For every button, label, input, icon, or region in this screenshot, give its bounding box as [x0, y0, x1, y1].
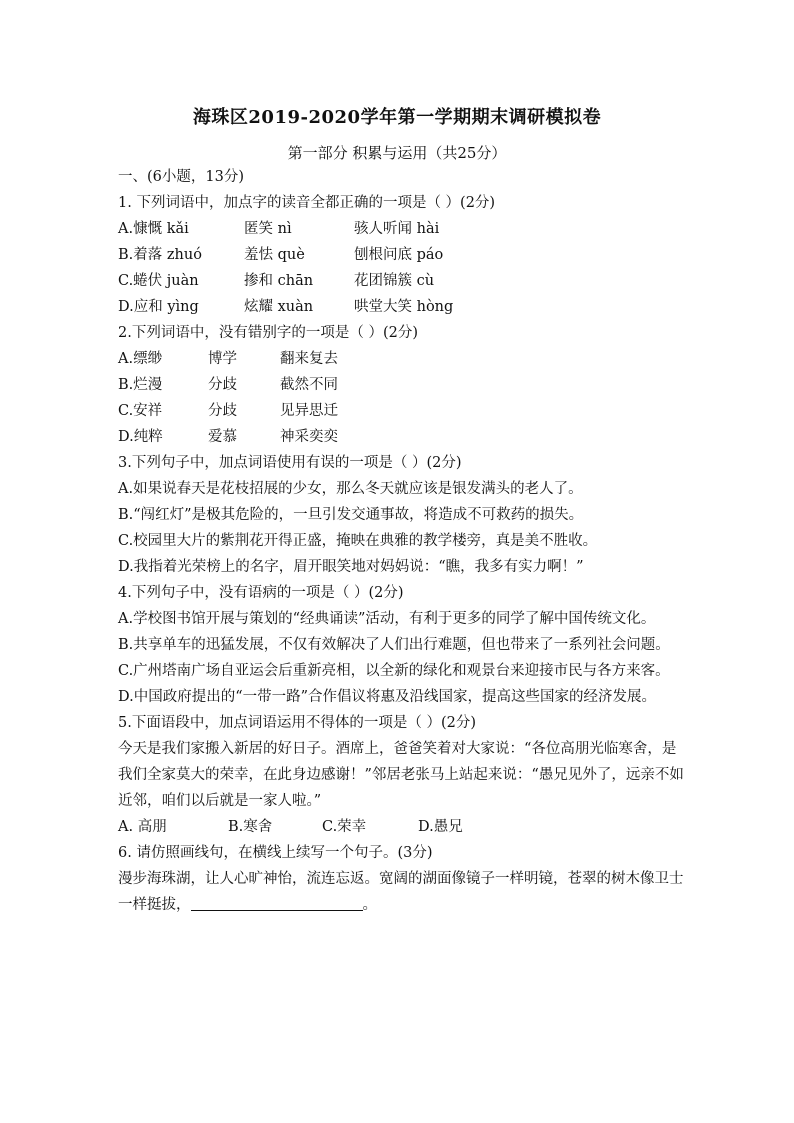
question-4-option-d: D.中国政府提出的“一带一路”合作倡议将惠及沿线国家，提高这些国家的经济发展。 — [118, 689, 657, 705]
option-word: 刨根问底 páo — [354, 247, 444, 263]
question-2-option-c — [118, 398, 684, 424]
option-word: 炫耀 xuàn — [244, 299, 314, 315]
option-word: 截然不同 — [280, 377, 338, 393]
option-word: 神采奕奕 — [280, 429, 338, 445]
option-word: 羞怯 què — [244, 247, 305, 263]
question-6-passage — [118, 866, 684, 918]
option-word: 匿笑 nì — [244, 221, 292, 237]
question-4-stem: 4.下列句子中，没有语病的一项是（ ）(2分) — [118, 585, 404, 601]
option-word: 哄堂大笑 hòng — [354, 299, 454, 315]
option-word: C.蜷伏 juàn — [118, 273, 199, 289]
question-3-stem: 3.下列句子中，加点词语使用有误的一项是（ ）(2分) — [118, 455, 462, 471]
option-word: A.慷慨 kǎi — [118, 221, 189, 237]
option-word: A.缥缈 — [118, 351, 163, 367]
option-word: D.纯粹 — [118, 429, 163, 445]
question-2-option-a — [118, 346, 684, 372]
passage-text: 漫步海珠湖，让人心旷神怡，流连忘返。宽阔的湖面像镜子一样明镜，苍翠的树木像卫士一样挺拔， — [118, 871, 684, 913]
option-word: B.烂漫 — [118, 377, 163, 393]
option-word: 爱慕 — [208, 429, 237, 445]
option-word: 分歧 — [208, 403, 237, 419]
option-word: D.应和 yìng — [118, 299, 199, 315]
option-a: A. 高朋 — [118, 819, 167, 835]
exam-content — [118, 164, 684, 918]
question-5-passage: 今天是我们家搬入新居的好日子。酒席上，爸爸笑着对大家说：“各位高朋光临寒舍，是我们全家莫大的荣幸，在此身边感谢！”邻居老张马上站起来说：“愚兄见外了，远亲不如近邻，咱们以后就是一家人啦。” — [118, 741, 684, 809]
question-2-stem: 2.下列词语中，没有错别字的一项是（ ）(2分) — [118, 325, 418, 341]
question-3-option-d: D.我指着光荣榜上的名字，眉开眼笑地对妈妈说：“瞧，我多有实力啊！” — [118, 559, 584, 575]
option-word: 花团锦簇 cù — [354, 273, 435, 289]
question-4-option-c: C.广州塔南广场自亚运会后重新亮相，以全新的绿化和观景台来迎接市民与各方来客。 — [118, 663, 670, 679]
question-1-option-d — [118, 294, 684, 320]
answer-blank[interactable] — [191, 894, 363, 911]
question-2-option-b — [118, 372, 684, 398]
question-5-options — [118, 814, 684, 840]
option-word: C.安祥 — [118, 403, 163, 419]
question-3-option-c: C.校园里大片的紫荆花开得正盛，掩映在典雅的教学楼旁，真是美不胜收。 — [118, 533, 598, 549]
question-1-option-b — [118, 242, 684, 268]
option-word: 博学 — [208, 351, 237, 367]
option-word: 掺和 chān — [244, 273, 314, 289]
passage-end: 。 — [362, 897, 377, 913]
option-word: 见异思迁 — [280, 403, 338, 419]
question-1-option-a — [118, 216, 684, 242]
question-1-option-c — [118, 268, 684, 294]
question-3-option-b: B.“闯红灯”是极其危险的，一旦引发交通事故，将造成不可救药的损失。 — [118, 507, 584, 523]
page-title: 海珠区2019-2020学年第一学期期末调研模拟卷 — [192, 107, 602, 128]
question-4-option-a: A.学校图书馆开展与策划的“经典诵读”活动，有利于更多的同学了解中国传统文化。 — [118, 611, 656, 627]
question-2-option-d — [118, 424, 684, 450]
question-5-stem: 5.下面语段中，加点词语运用不得体的一项是（ ）(2分) — [118, 715, 476, 731]
option-d: D.愚兄 — [418, 819, 463, 835]
section-heading: 一、(6小题，13分) — [118, 169, 244, 185]
option-word: 骇人听闻 hài — [354, 221, 440, 237]
option-b: B.寒舍 — [228, 819, 273, 835]
question-3-option-a: A.如果说春天是花枝招展的少女，那么冬天就应该是银发满头的老人了。 — [118, 481, 583, 497]
question-6-stem: 6. 请仿照画线句，在横线上续写一个句子。(3分) — [118, 845, 433, 861]
question-4-option-b: B.共享单车的迅猛发展，不仅有效解决了人们出行难题，但也带来了一系列社会问题。 — [118, 637, 670, 653]
option-word: 翻来复去 — [280, 351, 338, 367]
option-c: C.荣幸 — [322, 819, 367, 835]
question-1-stem: 1. 下列词语中，加点字的读音全都正确的一项是（ ）(2分) — [118, 195, 496, 211]
section-subtitle: 第一部分 积累与运用（共25分） — [287, 144, 507, 162]
option-word: B.着落 zhuó — [118, 247, 202, 263]
option-word: 分歧 — [208, 377, 237, 393]
